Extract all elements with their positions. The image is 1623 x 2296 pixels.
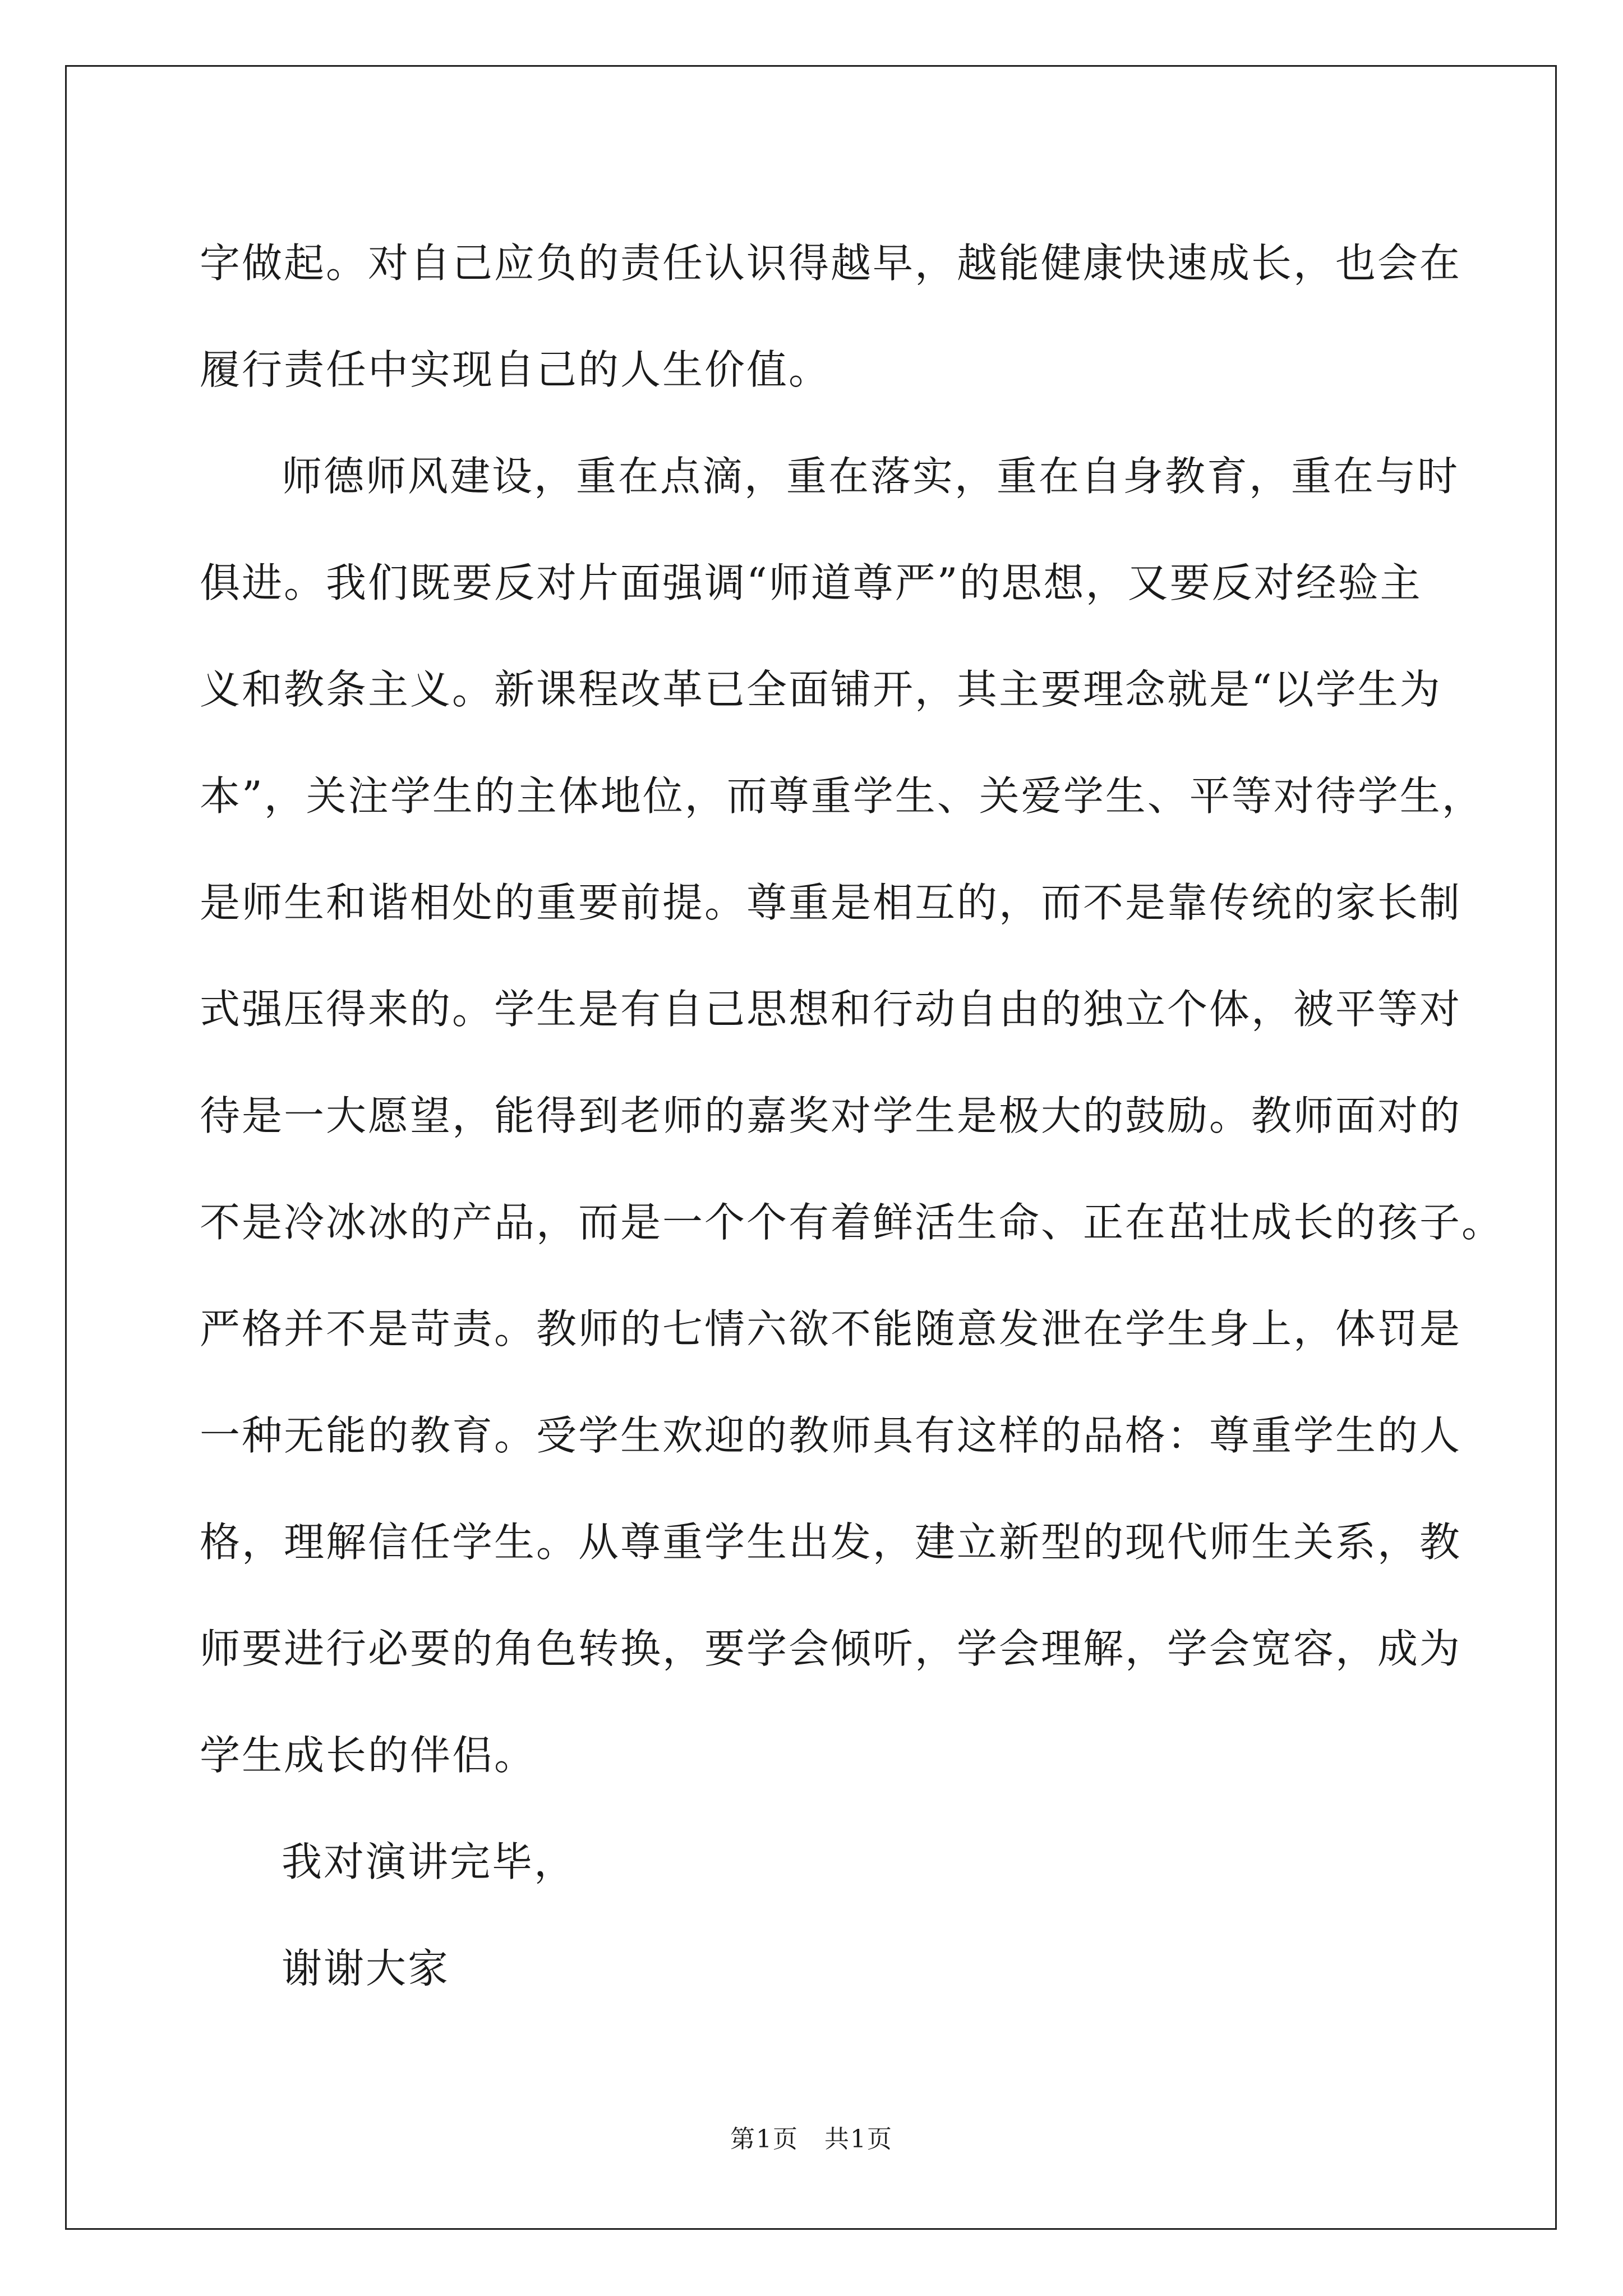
text-line: 严格并不是苛责。教师的七情六欲不能随意发泄在学生身上，体罚是 [200,1305,1462,1352]
text-line: 师要进行必要的角色转换，要学会倾听，学会理解，学会宽容，成为 [200,1625,1462,1672]
text-line: 学生成长的伴侣。 [200,1732,537,1779]
text-line: 字做起。对自己应负的责任认识得越早，越能健康快速成长，也会在 [200,240,1462,287]
text-line: 不是冷冰冰的产品，而是一个个有着鲜活生命、正在茁壮成长的孩子。 [200,1199,1504,1246]
closing-line: 我对演讲完毕， [282,1838,577,1885]
text-line: 格，理解信任学生。从尊重学生出发，建立新型的现代师生关系，教 [200,1519,1462,1566]
page-number-footer: 第1页 共1页 [730,2125,893,2154]
text-line: 是师生和谐相处的重要前提。尊重是相互的，而不是靠传统的家长制 [200,879,1462,926]
document-body [200,210,1504,2022]
text-line: 本”，关注学生的主体地位，而尊重学生、关爱学生、平等对待学生， [200,772,1484,820]
thanks-line: 谢谢大家 [282,1945,450,1992]
text-line: 俱进。我们既要反对片面强调“师道尊严”的思想，又要反对经验主 [200,559,1422,606]
text-line: 待是一大愿望，能得到老师的嘉奖对学生是极大的鼓励。教师面对的 [200,1092,1462,1139]
text-line: 履行责任中实现自己的人生价值。 [200,346,831,393]
text-line: 一种无能的教育。受学生欢迎的教师具有这样的品格：尊重学生的人 [200,1412,1462,1459]
text-line: 义和教条主义。新课程改革已全面铺开，其主要理念就是“以学生为 [200,666,1442,713]
paragraph-start-line: 师德师风建设，重在点滴，重在落实，重在自身教育，重在与时 [282,453,1460,500]
text-line: 式强压得来的。学生是有自己思想和行动自由的独立个体，被平等对 [200,986,1462,1033]
